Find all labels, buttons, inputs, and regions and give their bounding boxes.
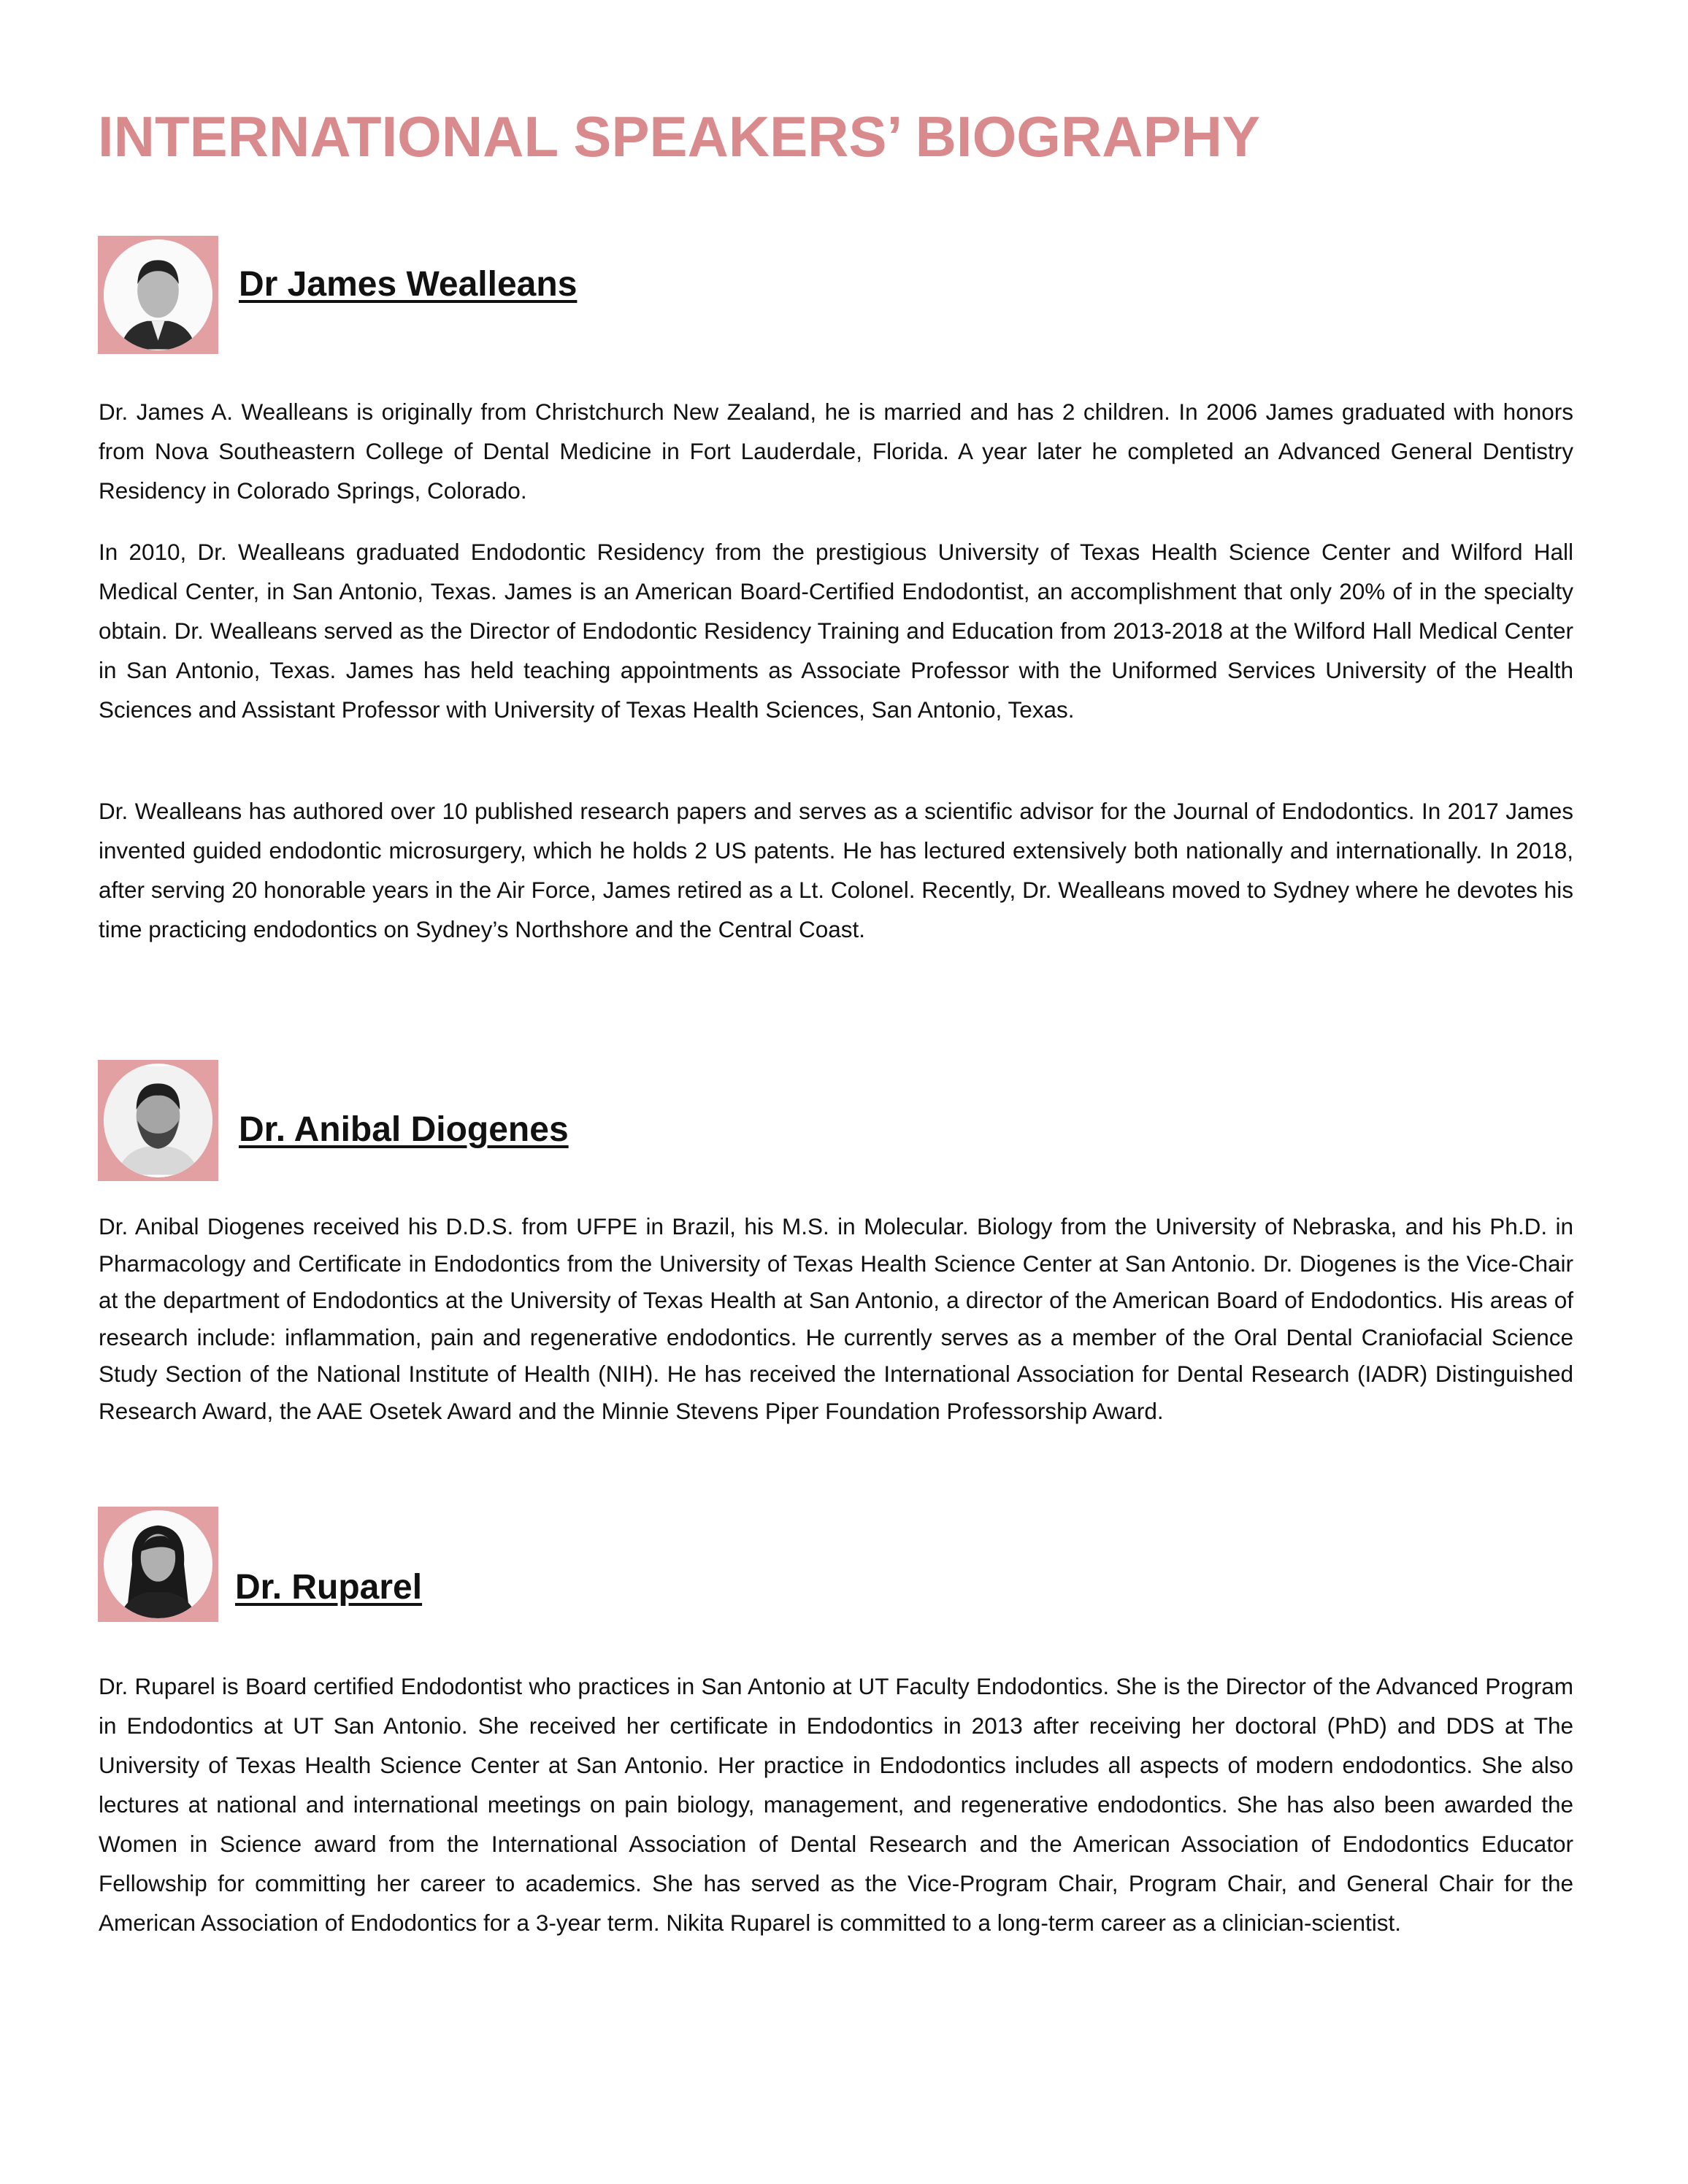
speaker-bio-paragraph: Dr. James A. Wealleans is originally from Christchurch New Zealand, he is married and has 2 children. In 2006 James graduated with honors from Nova Southeastern College of Dental Medicine in Fort Lauderdale, Florida. A year later he completed an Advanced General Dentistry Residency in Colorado Springs, Colorado. [99,399,1573,504]
speaker-photo-wealleans [98,236,218,354]
speaker-name: Dr James Wealleans [239,265,578,304]
speaker-bio-paragraph: Dr. Ruparel is Board certified Endodontist who practices in San Antonio at UT Faculty Endodontics. She is the Director of the Advanced Program in Endodontics at UT San Antonio. She received her certificate in Endodontics in 2013 after receiving her doctoral (PhD) and DDS at The University of Texas Health Science Center at San Antonio. Her practice in Endodontics includes all aspects of modern endodontics. She also lectures at national and international meetings on pain biology, management, and regenerative endodontics. She has also been awarded the Women in Science award from the International Association of Dental Research and the American Association of Endodontics Educator Fellowship for committing her career to academics. She has served as the Vice-Program Chair, Program Chair, and General Chair for the American Association of Endodontics for a 3-year term. Nikita Ruparel is committed to a long-term career as a clinician-scientist. [99,1673,1573,1936]
speaker-photo-ruparel [98,1507,218,1622]
portrait-woman-icon [104,1510,212,1618]
speaker-bio-paragraph: Dr. Anibal Diogenes received his D.D.S. from UFPE in Brazil, his M.S. in Molecular. Biology from the University of Nebraska, and his Ph.D. in Pharmacology and Certificate in Endodontics from the University of Texas Health Science Center at San Antonio. Dr. Diogenes is the Vice-Chair at the department of Endodontics at the University of Texas Health at San Antonio, a director of the American Board of Endodontics. His areas of research include: inflammation, pain and regenerative endodontics. He currently serves as a member of the Oral Dental Craniofacial Science Study Section of the National Institute of Health (NIH). He has received the International Association for Dental Research (IADR) Distinguished Research Award, the AAE Osetek Award and the Minnie Stevens Piper Foundation Professorship Award. [99,1213,1573,1424]
speaker-name: Dr. Anibal Diogenes [239,1110,569,1149]
speaker-photo-diogenes [98,1060,218,1181]
speaker-bio-paragraph: In 2010, Dr. Wealleans graduated Endodontic Residency from the prestigious University of Texas Health Science Center and Wilford Hall Medical Center, in San Antonio, Texas. James is an American Board-Certified Endodontist, an accomplishment that only 20% of in the specialty obtain. Dr. Wealleans served as the Director of Endodontic Residency Training and Education from 2013-2018 at the Wilford Hall Medical Center in San Antonio, Texas. James has held teaching appointments as Associate Professor with the Uniformed Services University of the Health Sciences and Assistant Professor with University of Texas Health Sciences, San Antonio, Texas. [99,539,1573,723]
portrait-man-beard-icon [104,1064,212,1177]
speaker-name: Dr. Ruparel [235,1568,423,1607]
speaker-bio-paragraph: Dr. Wealleans has authored over 10 published research papers and serves as a scientific advisor for the Journal of Endodontics. In 2017 James invented guided endodontic microsurgery, which he holds 2 US patents. He has lectured extensively both nationally and internationally. In 2018, after serving 20 honorable years in the Air Force, James retired as a Lt. Colonel. Recently, Dr. Wealleans moved to Sydney where he devotes his time practicing endodontics on Sydney’s Northshore and the Central Coast. [99,798,1573,942]
page-title: INTERNATIONAL SPEAKERS’ BIOGRAPHY [98,104,1260,169]
portrait-man-suit-icon [104,239,212,350]
